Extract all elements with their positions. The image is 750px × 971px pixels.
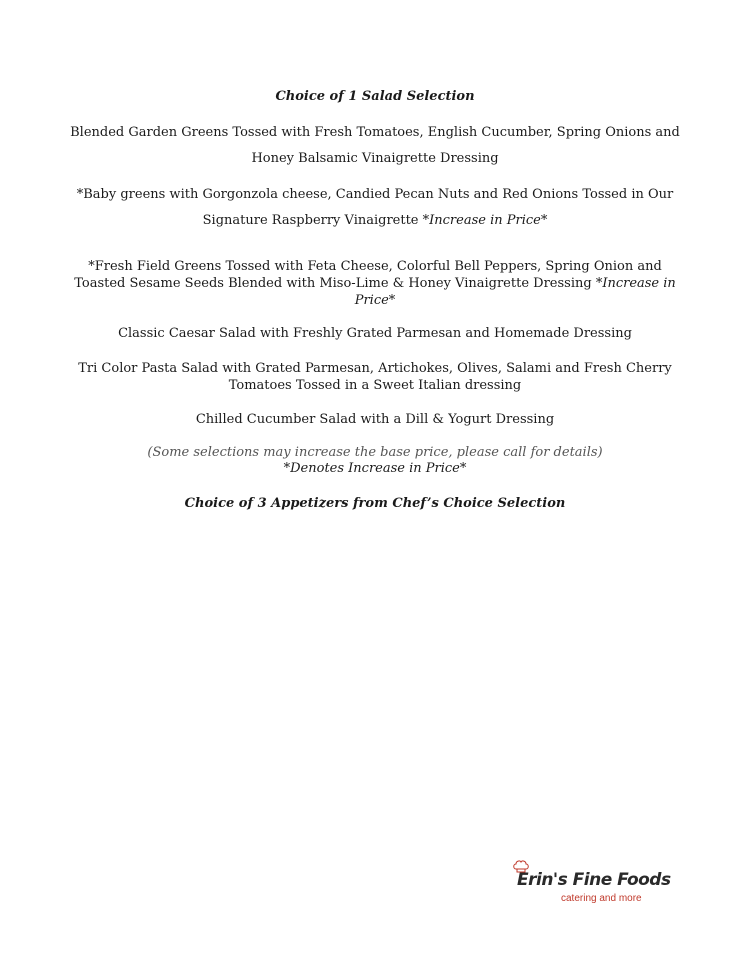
- appetizer-heading: Choice of 3 Appetizers from Chef’s Choice Selection: [184, 496, 566, 511]
- salad-item-3-line-1: *Fresh Field Greens Tossed with Feta Cheese, Colorful Bell Peppers, Spring Onion and: [88, 259, 662, 274]
- salad-item-5-line-2: Tomatoes Tossed in a Sweet Italian dressing: [228, 378, 522, 393]
- price-note-line-2: *Denotes Increase in Price*: [283, 461, 467, 476]
- salad-item-2-text: Signature Raspberry Vinaigrette: [202, 213, 423, 228]
- salad-item-4-line-1: Classic Caesar Salad with Freshly Grated Parmesan and Homemade Dressing: [118, 326, 632, 341]
- price-note-line-1: (Some selections may increase the base price, please call for details): [147, 445, 603, 460]
- salad-item-1-line-2: Honey Balsamic Vinaigrette Dressing: [251, 151, 499, 166]
- salad-item-3-price-note: *Increase in: [595, 276, 676, 291]
- salad-heading: Choice of 1 Salad Selection: [275, 89, 475, 104]
- salad-item-5-line-1: Tri Color Pasta Salad with Grated Parmesan, Artichokes, Olives, Salami and Fresh Cherry: [78, 361, 672, 376]
- salad-item-1-line-1: Blended Garden Greens Tossed with Fresh Tomatoes, English Cucumber, Spring Onions and: [70, 125, 680, 140]
- salad-item-6-line-1: Chilled Cucumber Salad with a Dill & Yogurt Dressing: [195, 412, 555, 427]
- salad-item-2-price-note: *Increase in Price*: [422, 213, 548, 228]
- salad-item-3-line-3: Price*: [354, 293, 396, 308]
- salad-item-2-line-2: [0, 212, 750, 229]
- salad-item-3-line-2: [0, 275, 750, 292]
- salad-item-3-text: Toasted Sesame Seeds Blended with Miso-Lime & Honey Vinaigrette Dressing: [74, 276, 596, 291]
- company-logo: [505, 858, 671, 914]
- logo-tagline: catering and more: [561, 893, 642, 904]
- salad-item-2-line-1: *Baby greens with Gorgonzola cheese, Candied Pecan Nuts and Red Onions Tossed in Our: [76, 187, 674, 202]
- logo-name: Erin's Fine Foods: [517, 870, 671, 890]
